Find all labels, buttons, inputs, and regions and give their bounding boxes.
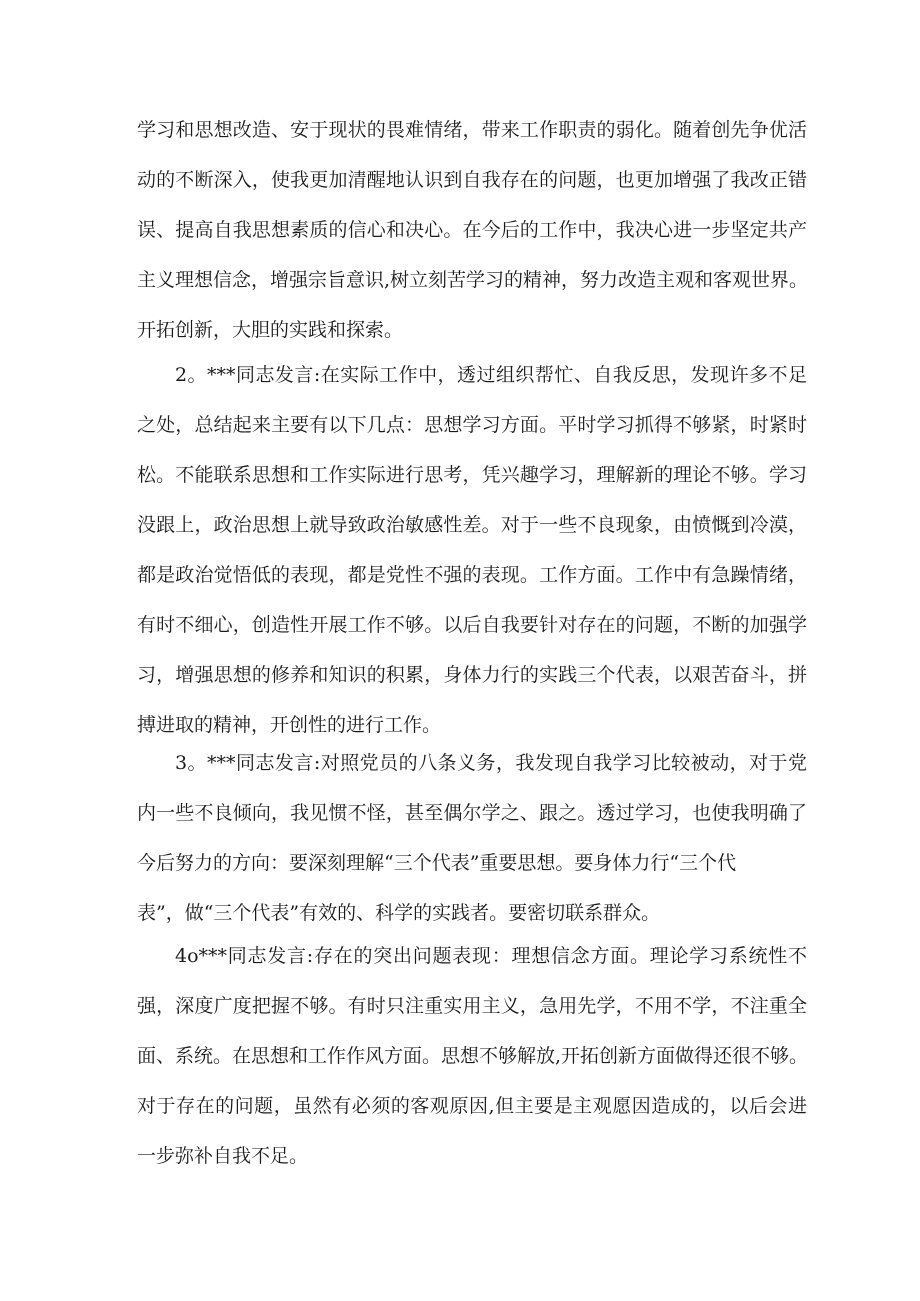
paragraph-2 [137, 350, 807, 750]
text-line: 习，增强思想的修养和知识的积累，身体力行的实践三个代表，以艰苦奋斗，拼 [137, 664, 807, 686]
text-line: 主义理想信念，增强宗旨意识,树立刻苦学习的精神，努力改造主观和客观世界。 [137, 269, 809, 291]
text-line: 内一些不良倾向，我见惯不怪，甚至偶尔学之、跟之。透过学习，也使我明确了 [137, 802, 807, 824]
text-line: 3。***同志发言:对照党员的八条义务，我发现自我学习比较被动，对于党 [175, 752, 807, 774]
text-line: 动的不断深入，使我更加清醒地认识到自我存在的问题，也更加增强了我改正错 [137, 169, 807, 191]
text-line: 今后努力的方向：要深刻理解“三个代表”重要思想。要身体力行“三个代 [137, 852, 737, 874]
text-line: 误、提高自我思想素质的信心和决心。在今后的工作中，我决心进一步坚定共产 [137, 219, 807, 241]
paragraph-3 [137, 738, 807, 938]
text-line: 有时不细心，创造性开展工作不够。以后自我要针对存在的问题，不断的加强学 [137, 614, 807, 636]
text-line: 开拓创新，大胆的实践和探索。 [137, 319, 404, 341]
text-line: 都是政治觉悟低的表现，都是党性不强的表现。工作方面。工作中有急躁情绪， [137, 564, 807, 586]
text-line: 强，深度广度把握不够。有时只注重实用主义，急用先学，不用不学，不注重全 [137, 995, 807, 1017]
text-line: 松。不能联系思想和工作实际进行思考，凭兴趣学习，理解新的理论不够。学习 [137, 464, 807, 486]
text-line: 2。***同志发言:在实际工作中，透过组织帮忙、自我反思，发现许多不足 [175, 364, 807, 386]
text-line: 表”，做“三个代表”有效的、科学的实践者。要密切联系群众。 [137, 902, 661, 924]
text-line: 面、系统。在思想和工作作风方面。思想不够解放,开拓创新方面做得还很不够。 [137, 1045, 809, 1067]
text-line: 学习和思想改造、安于现状的畏难情绪，带来工作职责的弱化。随着创先争优活 [137, 119, 807, 141]
paragraph-1 [137, 105, 807, 355]
text-line: 对于存在的问题，虽然有必须的客观原因,但主要是主观愿因造成的，以后会进 [137, 1095, 807, 1117]
text-line: 一步弥补自我不足。 [137, 1145, 309, 1167]
text-line: 4o***同志发言:存在的突出问题表现：理想信念方面。理论学习系统性不 [175, 945, 807, 967]
text-line: 之处，总结起来主要有以下几点：思想学习方面。平时学习抓得不够紧，时紧时 [137, 414, 807, 436]
paragraph-4 [137, 931, 807, 1181]
text-line: 没跟上，政治思想上就导致政治敏感性差。对于一些不良现象，由愤慨到冷漠， [137, 514, 807, 536]
text-line: 搏进取的精神，开创性的进行工作。 [137, 714, 442, 736]
